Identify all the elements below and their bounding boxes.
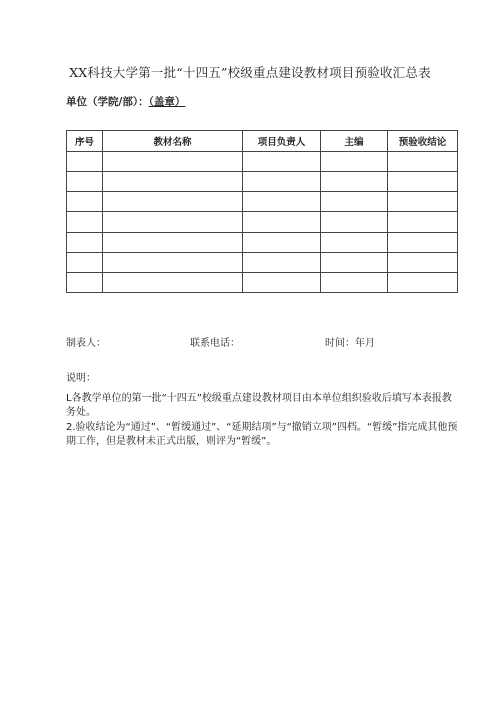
table-cell	[103, 192, 243, 212]
table-cell	[103, 252, 243, 272]
table-cell	[321, 232, 388, 252]
summary-table	[66, 130, 458, 293]
notes-heading: 说明：	[66, 373, 96, 384]
document-title: XX科技大学第一批“十四五”校级重点建设教材项目预验收汇总表	[69, 65, 431, 80]
table-row	[67, 152, 458, 172]
table-cell	[103, 232, 243, 252]
table-cell	[388, 252, 458, 272]
table-cell	[321, 192, 388, 212]
table-cell	[67, 152, 103, 172]
table-cell	[388, 272, 458, 292]
table-cell	[321, 212, 388, 232]
table-cell	[243, 232, 321, 252]
note-item: 2.验收结论为“通过”、“暂缓通过”、“延期结项”与“撤销立项”四档。“暂缓”指完成其他预期工作，但是教材未正式出版，则评为“暂缓”。	[66, 421, 458, 447]
notes-section	[66, 372, 458, 450]
table-cell	[67, 232, 103, 252]
date-label: 时间：年月	[325, 338, 375, 349]
phone-label: 联系电话：	[190, 338, 240, 349]
table-cell	[103, 272, 243, 292]
table-row	[67, 232, 458, 252]
header-textbook-name: 教材名称	[103, 131, 243, 152]
table-cell	[243, 152, 321, 172]
table-cell	[67, 272, 103, 292]
unit-label: 单位（学院/部）：	[66, 96, 149, 108]
table-cell	[103, 172, 243, 192]
table-cell	[67, 172, 103, 192]
table-cell	[321, 152, 388, 172]
table-cell	[67, 252, 103, 272]
table-cell	[388, 192, 458, 212]
table-cell	[243, 272, 321, 292]
table-cell	[243, 212, 321, 232]
table-row	[67, 192, 458, 212]
table-cell	[243, 252, 321, 272]
header-conclusion: 预验收结论	[388, 131, 458, 152]
table-cell	[321, 272, 388, 292]
header-project-lead: 项目负责人	[243, 131, 321, 152]
table-cell	[103, 212, 243, 232]
table-cell	[388, 232, 458, 252]
table-cell	[388, 152, 458, 172]
note-item: L各教学单位的第一批“十四五”校级重点建设教材项目由本单位组织验收后填写本表报教务处。	[66, 392, 452, 418]
table-cell	[243, 192, 321, 212]
header-serial: 序号	[67, 131, 103, 152]
table-header-row	[67, 131, 458, 152]
table-cell	[243, 172, 321, 192]
preparer-label: 制表人：	[66, 338, 106, 349]
table-cell	[67, 212, 103, 232]
table-row	[67, 172, 458, 192]
table-cell	[67, 192, 103, 212]
table-cell	[103, 152, 243, 172]
table-row	[67, 212, 458, 232]
table-cell	[321, 252, 388, 272]
table-cell	[321, 172, 388, 192]
table-cell	[388, 172, 458, 192]
unit-line	[66, 94, 185, 109]
unit-stamp: （盖章）	[148, 96, 186, 108]
table-cell	[388, 212, 458, 232]
table-row	[67, 272, 458, 292]
table-row	[67, 252, 458, 272]
header-chief-editor: 主编	[321, 131, 388, 152]
